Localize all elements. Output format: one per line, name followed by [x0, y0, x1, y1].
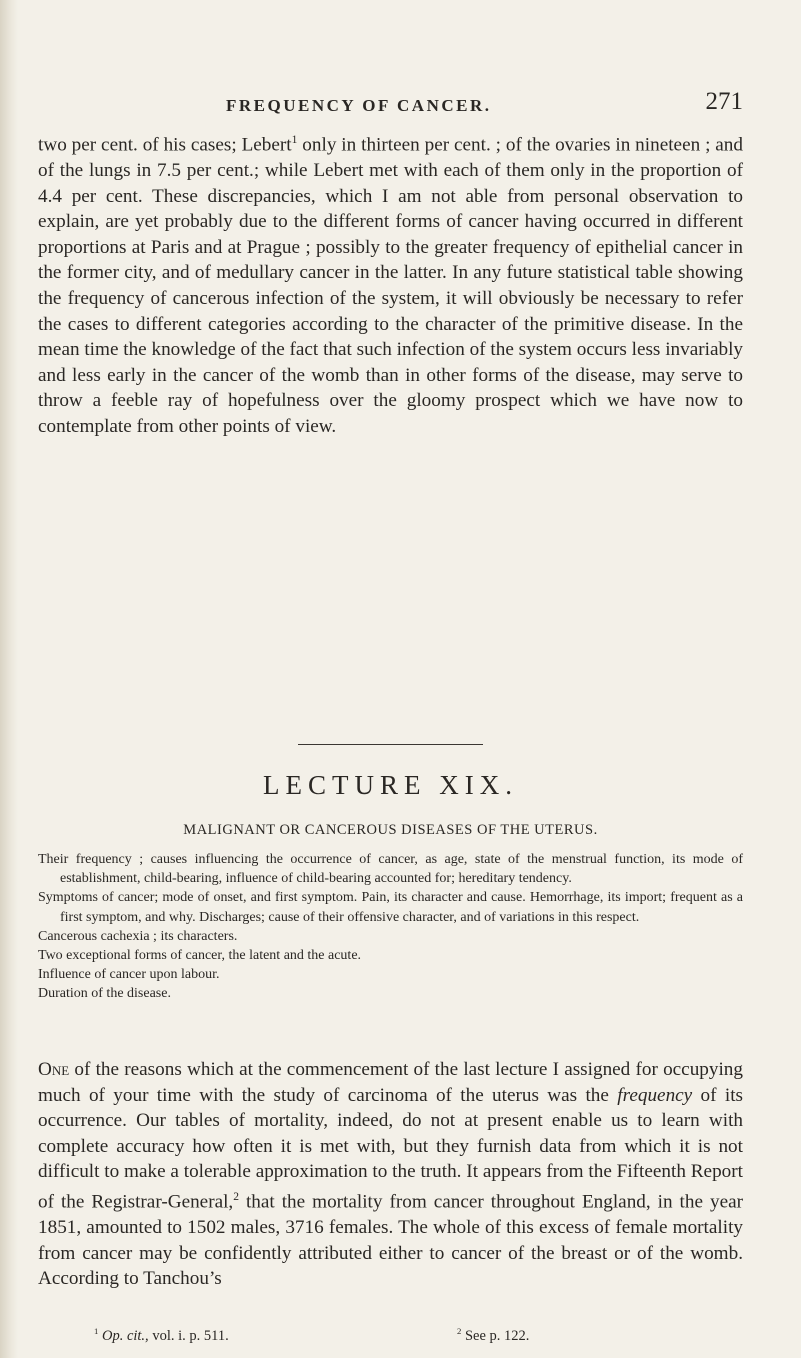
footnotes [94, 1326, 734, 1345]
paragraph [38, 128, 743, 440]
footnote-ref: 1 [291, 134, 298, 146]
footnote-text: vol. i. p. 511. [148, 1327, 229, 1344]
text-run: of its occurrence. Our tables of mortality, indeed, do not at present enable us to learn with complete accuracy how often it is met with, but they furnish data from which it is not difficult to make a tolerable approximation to the truth. It appears from the Fifteenth Report of the Registrar-General, [38, 1084, 743, 1213]
section-divider [298, 744, 483, 745]
page-header [38, 88, 743, 126]
synopsis-item: Influence of cancer upon labour. [38, 967, 220, 983]
footnote-ref: 2 [233, 1190, 239, 1203]
footnote-text: See p. 122. [461, 1327, 530, 1344]
lecture-title: LECTURE XIX. [263, 770, 518, 800]
synopsis-item: Two exceptional forms of cancer, the latent and the acute. [38, 948, 362, 964]
text-run: of the reasons which at the commencement of the last lecture I assigned for occupying much of your time with the study of carcinoma of the uterus was the [38, 1059, 743, 1106]
text-run: only in thirteen per cent. ; of the ovaries in nineteen ; and of the lungs in 7.5 per cent.; while Lebert met with each of them only in the proportion of 4.4 per cent. These discrepancies, which I am not able from personal observation to explain, are yet probably due to the different forms of cancer having occurred in different proportions at Paris and at Prague ; possibly to the greater frequency of epithelial cancer in the former city, and of medullary cancer in the latter. In any future statistical table showing the frequency of cancerous infection of the system, it will obviously be necessary to refer the cases to different categories according to the character of the primitive disease. In the mean time the knowledge of the fact that such infection of the system occurs less invariably and less early in the cancer of the womb than in other forms of the disease, may serve to throw a feeble ray of hopefulness over the gloomy prospect which we have now to contemplate from other points of view. [38, 134, 743, 437]
footnote-mark: 2 [457, 1326, 462, 1336]
lecture-subtitle: MALIGNANT OR CANCEROUS DISEASES OF THE UTERUS. [183, 822, 598, 838]
lead-word: One [38, 1059, 70, 1080]
footnote-1 [94, 1326, 229, 1345]
text-run: two per cent. of his cases; Lebert [38, 134, 292, 156]
lecture-synopsis [38, 850, 743, 1004]
page-number: 271 [705, 88, 743, 115]
page-gutter-shadow [0, 0, 18, 1358]
running-title: FREQUENCY OF CANCER. [226, 96, 492, 115]
text-run: that the mortality from cancer throughout England, in the year 1851, amounted to 1502 males, 3716 females. The whole of this excess of female mortality from cancer may be confidently attributed either to cancer of the breast or of the womb. According to Tanchou’s [38, 1191, 743, 1290]
paragraph [38, 1057, 743, 1292]
synopsis-item: Duration of the disease. [38, 986, 171, 1002]
opening-paragraph [38, 128, 743, 440]
footnote-citation: Op. cit., [101, 1327, 149, 1344]
emphasis: frequency [617, 1084, 693, 1106]
synopsis-item: Symptoms of cancer; mode of onset, and first symptom. Pain, its character and cause. Hemorrhage, its import; frequent as a first symptom, and why. Discharges; cause of their offensive character, and of variations in this respect. [38, 890, 743, 925]
synopsis-item: Their frequency ; causes influencing the occurrence of cancer, as age, state of the menstrual function, its mode of establishment, child-bearing, influence of child-bearing accounted for; hereditary tendency. [38, 852, 743, 887]
synopsis-item: Cancerous cachexia ; its characters. [38, 928, 238, 944]
footnote-mark: 1 [94, 1326, 99, 1336]
footnote-2 [457, 1326, 529, 1345]
lecture-body [38, 1057, 743, 1292]
